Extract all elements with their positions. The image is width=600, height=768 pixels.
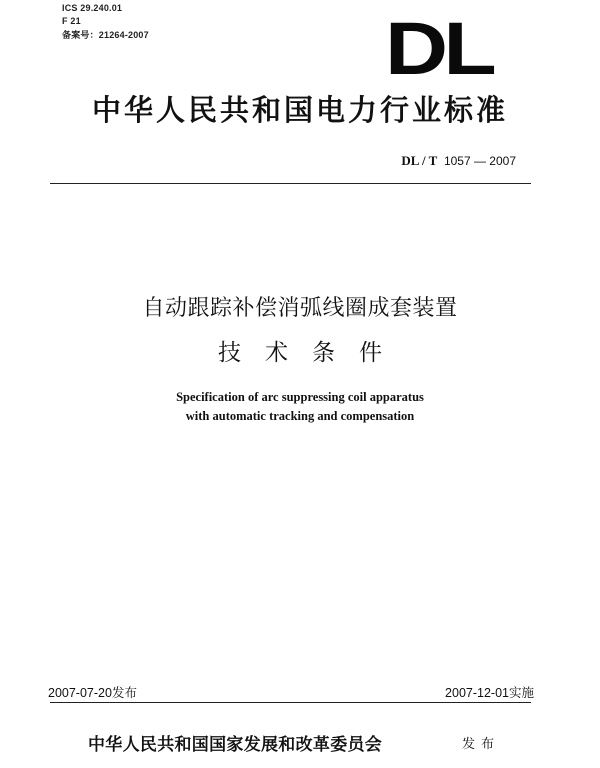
dl-logo: DL [385,7,492,90]
top-divider [50,183,531,184]
title-cn-line2: 技术条件 [218,340,406,366]
standard-prefix: DL / T [401,153,438,168]
issue-date: 2007-07-20发布 [48,686,137,700]
bottom-divider [50,702,531,703]
title-en-line2: with automatic tracking and compensation [185,409,415,423]
org-title: 中华人民共和国电力行业标准 [91,93,508,127]
standard-code: 1057 — 2007 [443,154,516,168]
issuer-action: 发布 [462,737,501,752]
title-cn-line1: 自动跟踪补偿消弧线圈成套装置 [142,296,458,321]
classification-code: F 21 [62,16,81,26]
title-en-line1: Specification of arc suppressing coil apparatus [176,390,424,404]
ics-code: ICS 29.240.01 [62,3,123,13]
record-number: 备案号：21264-2007 [62,30,149,40]
issuer-name: 中华人民共和国国家发展和改革委员会 [88,735,383,755]
standard-number [401,154,516,168]
implementation-date: 2007-12-01实施 [445,686,534,700]
